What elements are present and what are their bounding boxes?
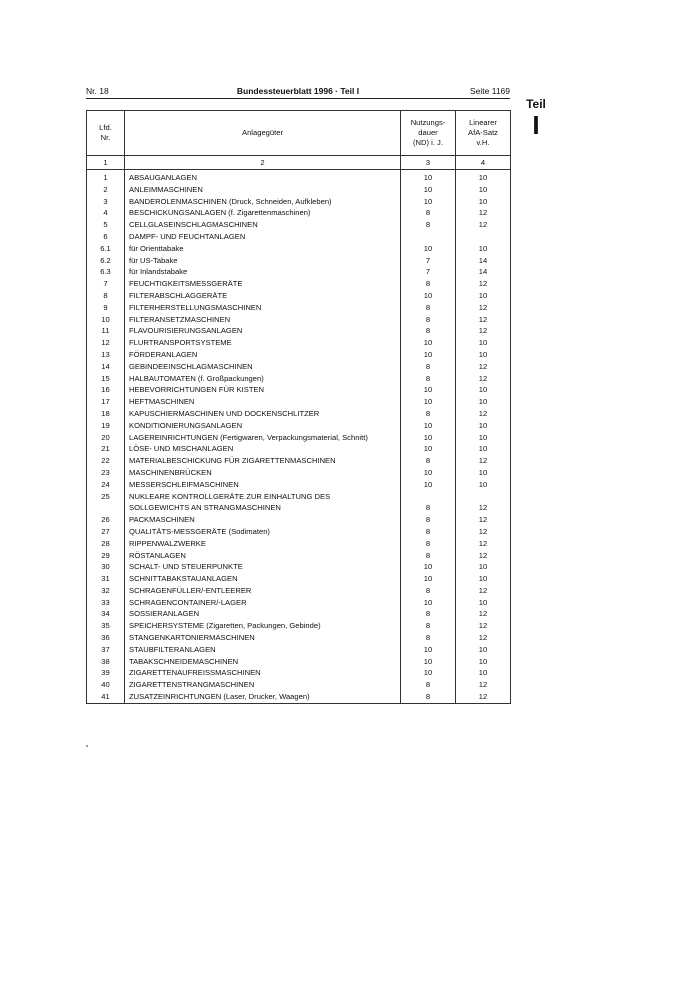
asset-name: TABAKSCHNEIDEMASCHINEN [125,656,401,668]
row-number: 22 [87,455,125,467]
table-row [87,420,511,432]
asset-name: für US-Tabake [125,255,401,267]
depreciation-rate: 12 [456,514,511,526]
row-number: 9 [87,302,125,314]
asset-name: LÖSE- UND MISCHANLAGEN [125,443,401,455]
row-number: 34 [87,608,125,620]
table-row [87,361,511,373]
page-number: Seite 1169 [469,86,510,96]
useful-life-years: 10 [401,432,456,444]
col-header-nutzungsdauer: Nutzungs- dauer (ND) i. J. [401,111,456,156]
depreciation-rate: 12 [456,502,511,514]
table-row [87,561,511,573]
row-number: 32 [87,585,125,597]
asset-name: BANDEROLENMASCHINEN (Druck, Schneiden, Aufkleben) [125,196,401,208]
row-number: 31 [87,573,125,585]
col-number: 1 [87,156,125,170]
asset-name: SPEICHERSYSTEME (Zigaretten, Packungen, Gebinde) [125,620,401,632]
asset-name: für Orienttabake [125,243,401,255]
table-row [87,325,511,337]
depreciation-rate: 10 [456,290,511,302]
row-number: 27 [87,526,125,538]
depreciation-rate: 12 [456,314,511,326]
row-number: 10 [87,314,125,326]
useful-life-years: 8 [401,302,456,314]
depreciation-rate: 12 [456,278,511,290]
asset-name: FEUCHTIGKEITSMESSGERÄTE [125,278,401,290]
table-row [87,585,511,597]
useful-life-years: 8 [401,538,456,550]
useful-life-years: 8 [401,691,456,703]
useful-life-years: 7 [401,255,456,267]
useful-life-years [401,491,456,503]
row-number: 25 [87,491,125,503]
table-row [87,349,511,361]
col-header-anlagegueter: Anlagegüter [125,111,401,156]
row-number: 6 [87,231,125,243]
row-number: 26 [87,514,125,526]
depreciation-rate: 12 [456,408,511,420]
table-row [87,691,511,703]
depreciation-rate: 14 [456,266,511,278]
page-header [86,84,510,99]
table-row [87,597,511,609]
table-row [87,443,511,455]
row-number: 4 [87,207,125,219]
table-row [87,679,511,691]
asset-name: HALBAUTOMATEN (f. Großpackungen) [125,373,401,385]
useful-life-years: 10 [401,290,456,302]
asset-name: SCHRAGENFÜLLER/-ENTLEERER [125,585,401,597]
depreciation-rate: 12 [456,550,511,562]
asset-name: FILTERANSETZMASCHINEN [125,314,401,326]
depreciation-rate: 14 [456,255,511,267]
useful-life-years: 10 [401,396,456,408]
depreciation-rate [456,231,511,243]
table-row [87,514,511,526]
useful-life-years: 8 [401,632,456,644]
row-number: 23 [87,467,125,479]
table-row [87,550,511,562]
side-tab-numeral: I [532,110,540,140]
asset-name: LAGEREINRICHTUNGEN (Fertigwaren, Verpackungsmaterial, Schnitt) [125,432,401,444]
depreciation-rate: 12 [456,361,511,373]
row-number: 2 [87,184,125,196]
useful-life-years: 8 [401,550,456,562]
row-number: 35 [87,620,125,632]
depreciation-rate: 12 [456,325,511,337]
useful-life-years: 10 [401,561,456,573]
useful-life-years: 10 [401,243,456,255]
table-row [87,479,511,491]
depreciation-rate: 12 [456,585,511,597]
depreciation-rate: 12 [456,620,511,632]
useful-life-years: 10 [401,349,456,361]
depreciation-rate: 10 [456,597,511,609]
table-row [87,337,511,349]
depreciation-rate: 12 [456,455,511,467]
table-row [87,455,511,467]
useful-life-years: 10 [401,573,456,585]
asset-name: KAPUSCHIERMASCHINEN UND DOCKENSCHLITZER [125,408,401,420]
useful-life-years: 8 [401,278,456,290]
useful-life-years: 10 [401,656,456,668]
useful-life-years: 10 [401,337,456,349]
useful-life-years: 8 [401,514,456,526]
asset-name: HEBEVORRICHTUNGEN FÜR KISTEN [125,384,401,396]
depreciation-rate: 10 [456,384,511,396]
useful-life-years: 8 [401,502,456,514]
depreciation-rate: 10 [456,644,511,656]
table-row [87,467,511,479]
depreciation-rate [456,491,511,503]
asset-name: RÖSTANLAGEN [125,550,401,562]
asset-name: FLAVOURISIERUNGSANLAGEN [125,325,401,337]
depreciation-rate: 10 [456,170,511,184]
table-row [87,432,511,444]
column-number-row [87,156,511,170]
table-row [87,667,511,679]
asset-name: SCHALT- UND STEUERPUNKTE [125,561,401,573]
table-row [87,302,511,314]
table-row [87,219,511,231]
depreciation-rate: 10 [456,573,511,585]
row-number: 6.2 [87,255,125,267]
table-row [87,314,511,326]
depreciation-rate: 10 [456,196,511,208]
table-row [87,255,511,267]
table-row [87,573,511,585]
table-row [87,231,511,243]
table-row [87,266,511,278]
asset-name: SOSSIERANLAGEN [125,608,401,620]
useful-life-years [401,231,456,243]
useful-life-years: 8 [401,361,456,373]
depreciation-rate: 10 [456,337,511,349]
row-number: 16 [87,384,125,396]
table-row [87,384,511,396]
useful-life-years: 8 [401,526,456,538]
row-number: 30 [87,561,125,573]
useful-life-years: 10 [401,170,456,184]
asset-name: für Inlandstabake [125,266,401,278]
asset-name: MASCHINENBRÜCKEN [125,467,401,479]
row-number: 40 [87,679,125,691]
depreciation-rate: 10 [456,467,511,479]
row-number: 15 [87,373,125,385]
row-number: 18 [87,408,125,420]
depreciation-rate: 12 [456,608,511,620]
asset-name: BESCHICKUNGSANLAGEN (f. Zigarettenmaschinen) [125,207,401,219]
depreciation-rate: 12 [456,302,511,314]
row-number: 6.1 [87,243,125,255]
table-row [87,170,511,184]
table-row [87,538,511,550]
table-row [87,396,511,408]
row-number: 37 [87,644,125,656]
depreciation-rate: 10 [456,667,511,679]
useful-life-years: 8 [401,408,456,420]
row-number: 41 [87,691,125,703]
row-number: 20 [87,432,125,444]
asset-name: ANLEIMMASCHINEN [125,184,401,196]
asset-depreciation-table [86,110,511,704]
asset-name: FLURTRANSPORTSYSTEME [125,337,401,349]
col-number: 2 [125,156,401,170]
col-header-lfd-nr: Lfd. Nr. [87,111,125,156]
asset-name: ZUSATZEINRICHTUNGEN (Laser, Drucker, Waagen) [125,691,401,703]
row-number: 6.3 [87,266,125,278]
table-row [87,196,511,208]
useful-life-years: 10 [401,443,456,455]
depreciation-rate: 12 [456,632,511,644]
depreciation-rate: 10 [456,243,511,255]
publication-title: Bundessteuerblatt 1996 · Teil I [236,86,360,96]
row-number: 3 [87,196,125,208]
table-row [87,184,511,196]
scan-dot [86,745,88,747]
table-row [87,207,511,219]
useful-life-years: 8 [401,373,456,385]
table-body [87,170,511,704]
table-row [87,526,511,538]
row-number: 28 [87,538,125,550]
depreciation-rate: 10 [456,479,511,491]
table-row [87,608,511,620]
asset-name: KONDITIONIERUNGSANLAGEN [125,420,401,432]
row-number: 7 [87,278,125,290]
useful-life-years: 10 [401,384,456,396]
useful-life-years: 10 [401,420,456,432]
row-number: 13 [87,349,125,361]
table-row [87,243,511,255]
asset-name: MESSERSCHLEIFMASCHINEN [125,479,401,491]
table-row [87,491,511,503]
depreciation-rate: 12 [456,207,511,219]
depreciation-rate: 10 [456,432,511,444]
depreciation-rate: 10 [456,396,511,408]
asset-name: SCHRAGENCONTAINER/-LAGER [125,597,401,609]
useful-life-years: 8 [401,455,456,467]
useful-life-years: 8 [401,608,456,620]
asset-name: RIPPENWALZWERKE [125,538,401,550]
depreciation-rate: 12 [456,526,511,538]
table-row [87,290,511,302]
row-number: 36 [87,632,125,644]
asset-name: HEFTMASCHINEN [125,396,401,408]
depreciation-rate: 12 [456,373,511,385]
table-row [87,644,511,656]
issue-number: Nr. 18 [86,86,109,96]
depreciation-rate: 12 [456,219,511,231]
asset-name: GEBINDEEINSCHLAGMASCHINEN [125,361,401,373]
asset-name: QUALITÄTS-MESSGERÄTE (Sodimaten) [125,526,401,538]
useful-life-years: 8 [401,314,456,326]
table-row [87,502,511,514]
row-number: 39 [87,667,125,679]
table-row [87,278,511,290]
useful-life-years: 10 [401,479,456,491]
table-row [87,620,511,632]
depreciation-rate: 10 [456,420,511,432]
asset-name: ZIGARETTENSTRANGMASCHINEN [125,679,401,691]
row-number: 12 [87,337,125,349]
asset-name: NUKLEARE KONTROLLGERÄTE ZUR EINHALTUNG DES [125,491,401,503]
row-number: 21 [87,443,125,455]
useful-life-years: 10 [401,597,456,609]
row-number: 14 [87,361,125,373]
row-number: 11 [87,325,125,337]
useful-life-years: 10 [401,644,456,656]
depreciation-rate: 12 [456,538,511,550]
depreciation-rate: 12 [456,679,511,691]
useful-life-years: 7 [401,266,456,278]
table-row [87,408,511,420]
useful-life-years: 8 [401,585,456,597]
depreciation-rate: 10 [456,184,511,196]
useful-life-years: 10 [401,196,456,208]
asset-name: MATERIALBESCHICKUNG FÜR ZIGARETTENMASCHINEN [125,455,401,467]
useful-life-years: 10 [401,184,456,196]
asset-name: FILTERHERSTELLUNGSMASCHINEN [125,302,401,314]
row-number: 33 [87,597,125,609]
asset-name: ZIGARETTENAUFREISSMASCHINEN [125,667,401,679]
side-tab-word: Teil [526,97,546,111]
asset-name: SCHNITTABAKSTAUANLAGEN [125,573,401,585]
asset-name: SOLLGEWICHTS AN STRANGMASCHINEN [125,502,401,514]
asset-name: FÖRDERANLAGEN [125,349,401,361]
row-number: 8 [87,290,125,302]
row-number [87,502,125,514]
col-header-afa-satz: Linearer AfA-Satz v.H. [456,111,511,156]
useful-life-years: 8 [401,325,456,337]
depreciation-rate: 12 [456,691,511,703]
useful-life-years: 10 [401,467,456,479]
useful-life-years: 10 [401,667,456,679]
asset-name: PACKMASCHINEN [125,514,401,526]
asset-name: STANGENKARTONIERMASCHINEN [125,632,401,644]
depreciation-rate: 10 [456,561,511,573]
table-row [87,632,511,644]
asset-name: STAUBFILTERANLAGEN [125,644,401,656]
row-number: 24 [87,479,125,491]
side-tab [517,97,555,140]
useful-life-years: 8 [401,679,456,691]
row-number: 5 [87,219,125,231]
row-number: 29 [87,550,125,562]
useful-life-years: 8 [401,219,456,231]
table-header-row [87,111,511,156]
asset-name: FILTERABSCHLAGGERÄTE [125,290,401,302]
useful-life-years: 8 [401,620,456,632]
table-row [87,373,511,385]
col-number: 4 [456,156,511,170]
asset-name: ABSAUGANLAGEN [125,170,401,184]
depreciation-rate: 10 [456,656,511,668]
asset-name: CELLGLASEINSCHLAGMASCHINEN [125,219,401,231]
depreciation-rate: 10 [456,349,511,361]
row-number: 1 [87,170,125,184]
table-row [87,656,511,668]
row-number: 19 [87,420,125,432]
row-number: 38 [87,656,125,668]
col-number: 3 [401,156,456,170]
asset-name: DAMPF- UND FEUCHTANLAGEN [125,231,401,243]
useful-life-years: 8 [401,207,456,219]
depreciation-rate: 10 [456,443,511,455]
row-number: 17 [87,396,125,408]
